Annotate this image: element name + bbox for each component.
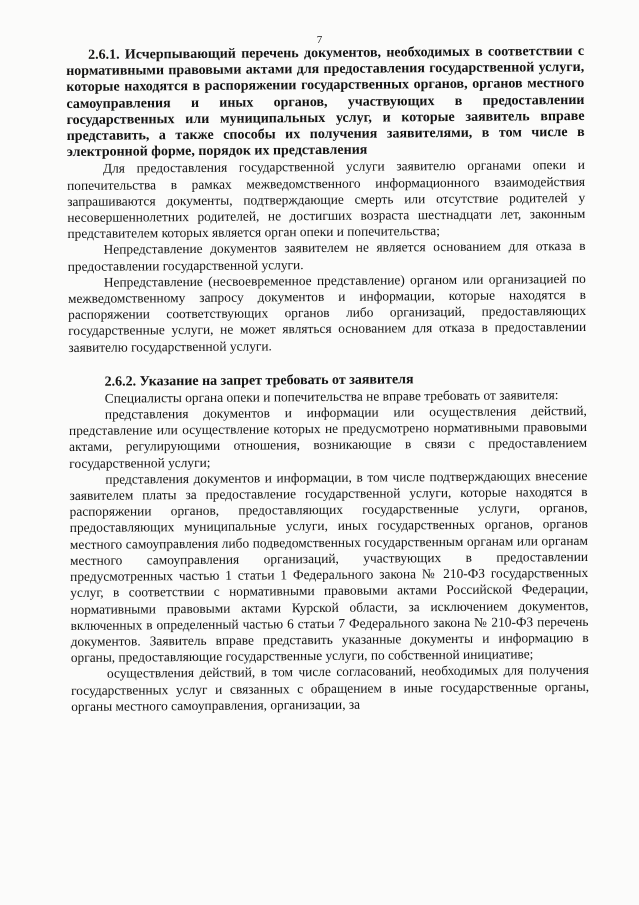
section-number: 2.6.2. [104, 374, 137, 390]
section-title: Указание на запрет требовать от заявителя [139, 372, 414, 390]
section-number: 2.6.1. [87, 47, 120, 63]
page-number: 7 [316, 34, 323, 46]
section-title: Исчерпывающий перечень документов, необходимых в соответствии с нормативными правовыми актами для предоставления государственной услуги, которые находятся в распоряжении государственных органов, органов местного самоуправления и иных органов, участвующих в предоставлении государственных или муниципальных услуг, и которые заявитель вправе представить, а также способы их получения заявителями, в том числе в электронной форме, порядок их представления [66, 43, 585, 161]
paragraph: представления документов и информации, в том числе подтверждающих внесение заявителем платы за предоставление государственной услуги, которые находятся в распоряжении органов, предоставляющих государственные услуги, органов, предоставляющих муниципальные услуги, иных государственных органов, органов местного самоуправления либо подведомственных государственным органам или органам местного самоуправления организаций, участвующих в предоставлении предусмотренных частью 1 статьи 1 Федерального закона № 210-ФЗ государственных услуг, в соответствии с нормативными правовыми актами Российской Федерации, нормативными правовыми актами Курской области, за исключением документов, включенных в определенный частью 6 статьи 7 Федерального закона № 210-ФЗ перечень документов. Заявитель вправе представить указанные документы и информацию в органы, предоставляющие государственные услуги, по собственной инициативе; [69, 467, 589, 666]
section-heading-2-6-1 [66, 44, 585, 161]
paragraph: осуществления действий, в том числе согласований, необходимых для получения государственных услуг и связанных с обращением в иные государственные органы, органы местного самоуправления, организации, за [70, 662, 590, 714]
paragraph: Специалисты органа опеки и попечительства не вправе требовать от заявителя: [104, 387, 559, 406]
paragraph: представления документов и информации или осуществления действий, представление или осуществление которых не предусмотрено нормативными правовыми актами, регулирующими отношения, возникающие в связи с предоставлением государственной услуги; [68, 402, 588, 471]
paragraph: Для предоставления государственной услуги заявителю органами опеки и попечительства в рамках межведомственного информационного взаимодействия запрашиваются документы, подтверждающие смерть или отсутствие родителей у несовершеннолетних родителей, не достигших возраста шестнадцати лет, законным представителем которых является орган опеки и попечительства; [67, 157, 586, 242]
paragraph: Непредставление документов заявителем не является основанием для отказа в предоставлении государственной услуги. [67, 238, 586, 274]
document-body [66, 44, 589, 715]
paragraph: Непредставление (несвоевременное представление) органом или организацией по межведомственному запросу документов и информации, которые находятся в распоряжении соответствующих органов либо организаций, предоставляющих государственные услуги, не может являться основанием для отказа в предоставлении заявителю государственной услуги. [67, 270, 587, 355]
